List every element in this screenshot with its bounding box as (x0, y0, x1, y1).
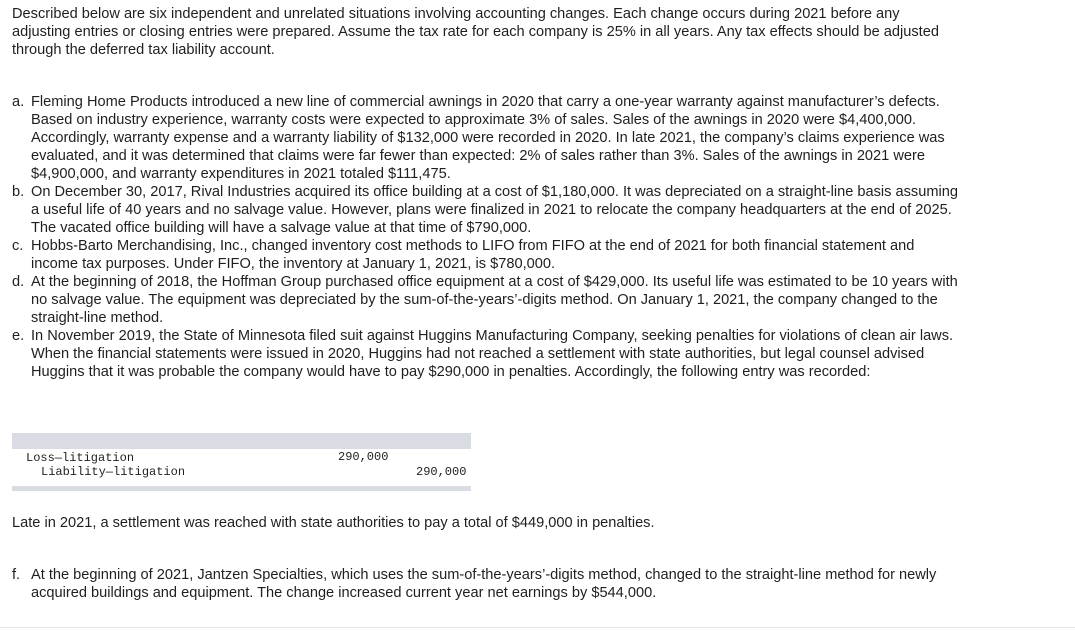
situation-item (12, 183, 962, 237)
situation-letter: f. (12, 567, 21, 583)
situation-text: In November 2019, the State of Minnesota filed suit against Huggins Manufacturing Company, seeking penalties for violations of clean air laws. When the financial statements were issued in 2020, Huggins had not reached a settlement with state authorities, but legal counsel advised Huggins that it was probable the company would have to pay $290,000 in penalties. Accordingly, the following entry was recorded: (31, 328, 954, 380)
situations-list (12, 93, 962, 381)
situation-text: Hobbs-Barto Merchandising, Inc., changed inventory cost methods to LIFO from FIFO at the end of 2021 for both financial statement and income tax purposes. Under FIFO, the inventory at January 1, 2021, is $780,000. (31, 238, 915, 272)
situation-letter: d. (12, 274, 25, 290)
debit-amount: 290,000 (338, 450, 389, 464)
situation-text: At the beginning of 2018, the Hoffman Group purchased office equipment at a cost of $429,000. Its useful life was estimated to be 10 years with no salvage value. The equipment was depreciated by the sum-of-the-years’-digits method. On January 1, 2021, the company changed to the straight-line method. (31, 274, 958, 326)
credit-amount: 290,000 (416, 465, 467, 479)
situation-text: Fleming Home Products introduced a new line of commercial awnings in 2020 that carry a one-year warranty against manufacturer’s defects. Based on industry experience, warranty costs were expected to approximate 3% of sales. Sales of the awnings in 2020 were $4,400,000. Accordingly, warranty expense and a warranty liability of $132,000 were recorded in 2020. In late 2021, the company’s claims experience was evaluated, and it was determined that claims were far fewer than expected: 2% of sales rather than 3%. Sales of the awnings in 2021 were $4,900,000, and warranty expenditures in 2021 totaled $111,475. (31, 94, 945, 182)
bottom-divider (0, 627, 1075, 628)
debit-account: Loss—litigation (26, 451, 135, 465)
situation-item-f (12, 566, 981, 602)
table-footer-bar (12, 486, 471, 491)
situation-text: On December 30, 2017, Rival Industries acquired its office building at a cost of $1,180,000. It was depreciated on a straight-line basis assuming a useful life of 40 years and no salvage value. However, plans were finalized in 2021 to relocate the company headquarters at the end of 2025. The vacated office building will have a salvage value at that time of $790,000. (31, 184, 958, 236)
situation-letter: a. (12, 94, 25, 110)
journal-entry-table (12, 433, 471, 491)
situation-letter: b. (12, 184, 25, 200)
situation-item (12, 237, 962, 273)
situation-letter: c. (12, 238, 24, 254)
situation-text: At the beginning of 2021, Jantzen Specialties, which uses the sum-of-the-years’-digits method, changed to the straight-line method for newly acquired buildings and equipment. The change increased current year net earnings by $544,000. (31, 567, 937, 601)
table-header-bar (12, 433, 471, 449)
intro-paragraph: Described below are six independent and unrelated situations involving accounting changes. Each change occurs during 2021 before any adjusting entries or closing entries were prepared. Assume the tax rate for each company is 25% in all years. Any tax effects should be adjusted through the deferred tax liability account. (12, 6, 939, 58)
situation-item (12, 327, 962, 381)
situation-item (12, 273, 962, 327)
settlement-note: Late in 2021, a settlement was reached with state authorities to pay a total of $449,000 in penalties. (12, 515, 655, 531)
credit-account: Liability—litigation (41, 465, 186, 479)
situation-item (12, 93, 962, 183)
situation-letter: e. (12, 328, 25, 344)
